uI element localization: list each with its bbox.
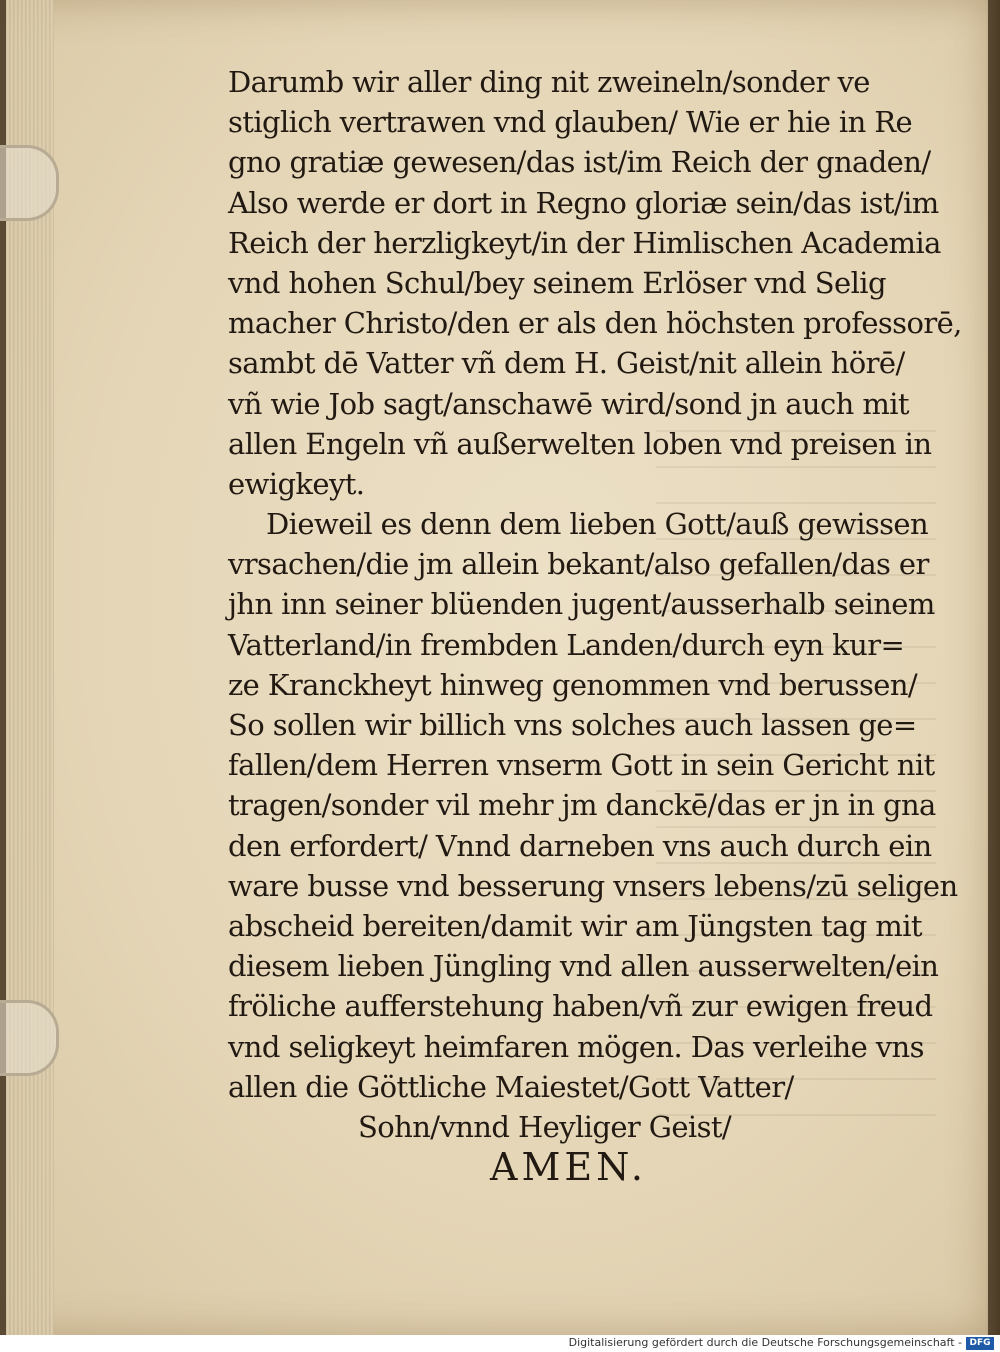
text-line: ewigkeyt. <box>228 466 365 501</box>
text-line: Dieweil es denn dem lieben Gott/auß gewissen <box>266 507 929 542</box>
text-line: jhn inn seiner blüenden jugent/ausserhalb seinem <box>228 587 935 622</box>
text-line: gno gratiæ gewesen/das ist/im Reich der gnaden/ <box>228 145 931 180</box>
text-line: Sohn/vnnd Heyliger Geist/ <box>358 1109 732 1144</box>
text-line: allen die Göttliche Maiestet/Gott Vatter/ <box>228 1069 794 1104</box>
text-line: ze Kranckheyt hinweg genommen vnd berussen/ <box>228 667 918 702</box>
text-line: den erfordert/ Vnnd darneben vns auch durch ein <box>228 828 932 863</box>
text-line: diesem lieben Jüngling vnd allen ausserwelten/ein <box>228 949 939 984</box>
text-line: vnd hohen Schul/bey seinem Erlöser vnd Selig <box>228 265 886 300</box>
paper-page <box>6 0 988 1335</box>
text-line: fallen/dem Herren vnserm Gott in sein Gericht nit <box>228 748 935 783</box>
text-line: macher Christo/den er als den höchsten professorē, <box>228 306 962 341</box>
amen-line: AMEN. <box>490 1145 647 1190</box>
text-line: So sollen wir billich vns solches auch lassen ge= <box>228 708 917 742</box>
footer-credit: Digitalisierung gefördert durch die Deutsche Forschungsgemeinschaft - <box>568 1336 962 1349</box>
text-line: allen Engeln vñ außerwelten loben vnd preisen in <box>228 426 932 461</box>
text-line: vrsachen/die jm allein bekant/also gefallen/das er <box>228 547 929 582</box>
footer-bar <box>0 1335 1000 1352</box>
right-edge-shadow <box>986 0 1000 1335</box>
text-line: tragen/sonder vil mehr jm danckē/das er jn in gna <box>228 788 936 823</box>
text-line: abscheid bereiten/damit wir am Jüngsten tag mit <box>228 908 922 943</box>
text-line: ware busse vnd besserung vnsers lebens/zū seligen <box>228 868 958 903</box>
text-line: vñ wie Job sagt/anschawē wird/sond jn auch mit <box>228 386 909 421</box>
print-text-block <box>228 62 962 1190</box>
dfg-logo: DFG <box>966 1337 994 1350</box>
text-line: sambt dē Vatter vñ dem H. Geist/nit allein hörē/ <box>228 346 905 381</box>
text-line: vnd seligkeyt heimfaren mögen. Das verleihe vns <box>228 1029 924 1064</box>
text-line: Vatterland/in frembden Landen/durch eyn kur= <box>228 627 905 662</box>
text-line: Reich der herzligkeyt/in der Himlischen Academia <box>228 225 941 260</box>
binding-clip-bottom <box>0 1000 59 1076</box>
text-line: Darumb wir aller ding nit zweineln/sonder ve <box>228 65 870 99</box>
text-line: stiglich vertrawen vnd glauben/ Wie er hie in Re <box>228 105 913 140</box>
binding-clip-top <box>0 145 59 221</box>
text-line: fröliche aufferstehung haben/vñ zur ewigen freud <box>228 989 933 1024</box>
text-line: Also werde er dort in Regno gloriæ sein/das ist/im <box>228 185 939 220</box>
